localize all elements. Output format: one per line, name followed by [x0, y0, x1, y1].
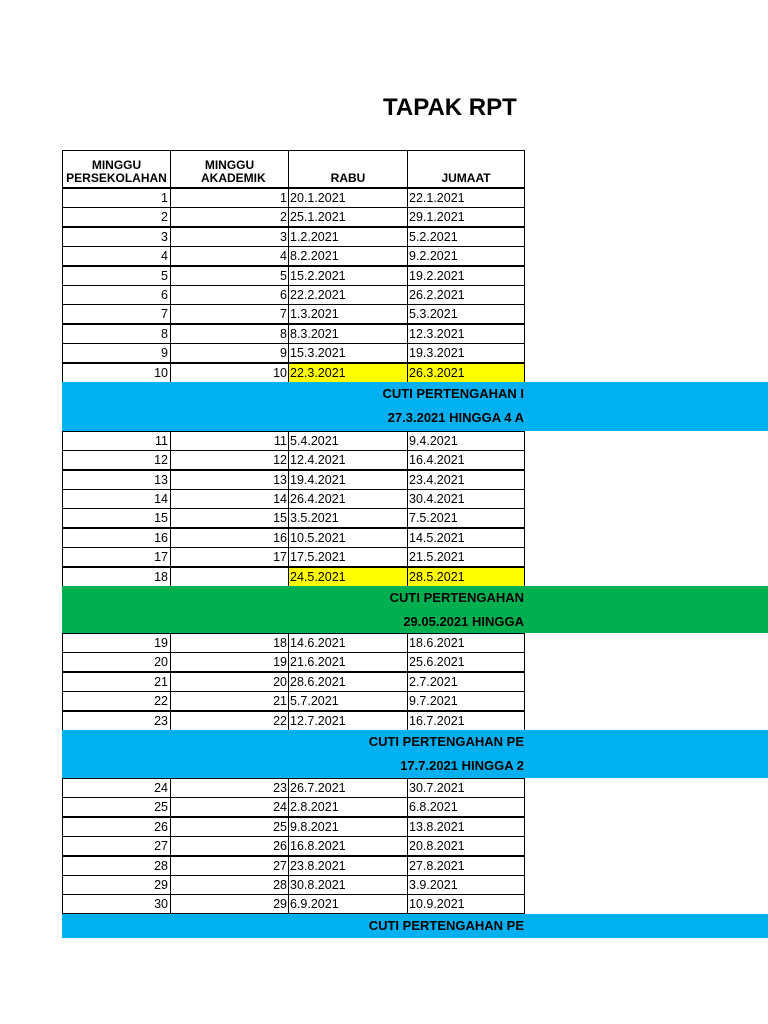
cell-minggu-akademik: [170, 567, 289, 587]
table-row: [62, 652, 768, 671]
cell-jumaat: 19.3.2021: [407, 343, 525, 363]
cell-minggu-akademik: 17: [170, 547, 289, 567]
table-row: [62, 778, 768, 797]
cell-rabu: 14.6.2021: [288, 633, 408, 653]
cell-rabu: 28.6.2021: [288, 672, 408, 692]
cell-minggu-persekolahan: 5: [62, 266, 171, 286]
table-row: [62, 470, 768, 489]
cell-minggu-persekolahan: 8: [62, 324, 171, 344]
holiday-band: [62, 914, 768, 938]
cell-minggu-akademik: 25: [170, 817, 289, 837]
cell-rabu: 17.5.2021: [288, 547, 408, 567]
cell-rabu: 24.5.2021: [288, 567, 408, 587]
cell-jumaat: 21.5.2021: [407, 547, 525, 567]
table-row: [62, 450, 768, 469]
cell-jumaat: 27.8.2021: [407, 856, 525, 876]
cell-minggu-persekolahan: 26: [62, 817, 171, 837]
cell-minggu-akademik: 22: [170, 711, 289, 731]
cell-jumaat: 9.2.2021: [407, 246, 525, 266]
cell-minggu-persekolahan: 14: [62, 489, 171, 509]
cell-jumaat: 22.1.2021: [407, 188, 525, 208]
table-row: [62, 285, 768, 304]
table-row: [62, 304, 768, 323]
cell-rabu: 26.7.2021: [288, 778, 408, 798]
cell-minggu-persekolahan: 11: [62, 431, 171, 451]
cell-minggu-akademik: 23: [170, 778, 289, 798]
cell-minggu-akademik: 14: [170, 489, 289, 509]
table-row: [62, 343, 768, 362]
table-row: [62, 836, 768, 855]
holiday-band-line2: 17.7.2021 HINGGA 2: [400, 757, 524, 773]
cell-jumaat: 10.9.2021: [407, 894, 525, 914]
cell-rabu: 19.4.2021: [288, 470, 408, 490]
cell-minggu-akademik: 4: [170, 246, 289, 266]
cell-rabu: 8.3.2021: [288, 324, 408, 344]
cell-jumaat: 5.2.2021: [407, 227, 525, 247]
table-row: [62, 691, 768, 710]
cell-minggu-akademik: 6: [170, 285, 289, 305]
cell-rabu: 2.8.2021: [288, 797, 408, 817]
table-row: [62, 856, 768, 875]
cell-minggu-persekolahan: 18: [62, 567, 171, 587]
cell-minggu-akademik: 13: [170, 470, 289, 490]
table-row: [62, 266, 768, 285]
cell-rabu: 22.3.2021: [288, 363, 408, 383]
cell-minggu-persekolahan: 22: [62, 691, 171, 711]
cell-minggu-persekolahan: 27: [62, 836, 171, 856]
holiday-band: [62, 586, 768, 633]
table-header: [62, 150, 768, 188]
cell-jumaat: 26.3.2021: [407, 363, 525, 383]
cell-rabu: 9.8.2021: [288, 817, 408, 837]
table-row: [62, 508, 768, 527]
cell-rabu: 15.2.2021: [288, 266, 408, 286]
cell-jumaat: 16.7.2021: [407, 711, 525, 731]
table-row: [62, 875, 768, 894]
header-minggu-persekolahan: MINGGU PERSEKOLAHAN: [62, 150, 171, 188]
cell-minggu-persekolahan: 25: [62, 797, 171, 817]
holiday-band-line2: 27.3.2021 HINGGA 4 A: [387, 410, 524, 426]
table-row: [62, 711, 768, 730]
cell-rabu: 25.1.2021: [288, 207, 408, 227]
cell-minggu-persekolahan: 6: [62, 285, 171, 305]
cell-rabu: 15.3.2021: [288, 343, 408, 363]
header-minggu-akademik: MINGGU AKADEMIK: [170, 150, 289, 188]
cell-rabu: 16.8.2021: [288, 836, 408, 856]
cell-jumaat: 9.7.2021: [407, 691, 525, 711]
cell-jumaat: 9.4.2021: [407, 431, 525, 451]
cell-minggu-akademik: 15: [170, 508, 289, 528]
cell-minggu-akademik: 21: [170, 691, 289, 711]
cell-jumaat: 6.8.2021: [407, 797, 525, 817]
cell-jumaat: 26.2.2021: [407, 285, 525, 305]
cell-jumaat: 7.5.2021: [407, 508, 525, 528]
cell-rabu: 3.5.2021: [288, 508, 408, 528]
cell-minggu-persekolahan: 28: [62, 856, 171, 876]
cell-jumaat: 3.9.2021: [407, 875, 525, 895]
table-row: [62, 363, 768, 382]
cell-jumaat: 29.1.2021: [407, 207, 525, 227]
cell-minggu-persekolahan: 29: [62, 875, 171, 895]
table-row: [62, 207, 768, 226]
cell-minggu-persekolahan: 17: [62, 547, 171, 567]
cell-minggu-persekolahan: 7: [62, 304, 171, 324]
cell-jumaat: 13.8.2021: [407, 817, 525, 837]
cell-minggu-akademik: 7: [170, 304, 289, 324]
holiday-band-line2: 29.05.2021 HINGGA: [403, 613, 524, 629]
cell-minggu-persekolahan: 2: [62, 207, 171, 227]
cell-minggu-akademik: 8: [170, 324, 289, 344]
cell-minggu-persekolahan: 19: [62, 633, 171, 653]
cell-minggu-akademik: 24: [170, 797, 289, 817]
table-row: [62, 817, 768, 836]
cell-jumaat: 30.7.2021: [407, 778, 525, 798]
holiday-band-line1: CUTI PERTENGAHAN PE: [368, 917, 524, 933]
holiday-band-line1: CUTI PERTENGAHAN: [389, 590, 524, 606]
cell-jumaat: 5.3.2021: [407, 304, 525, 324]
cell-jumaat: 2.7.2021: [407, 672, 525, 692]
cell-rabu: 12.4.2021: [288, 450, 408, 470]
holiday-band-line1: CUTI PERTENGAHAN PE: [368, 733, 524, 749]
cell-minggu-akademik: 5: [170, 266, 289, 286]
table-row: [62, 431, 768, 450]
cell-minggu-akademik: 3: [170, 227, 289, 247]
table-row: [62, 672, 768, 691]
holiday-band-line1: CUTI PERTENGAHAN I: [382, 385, 524, 401]
cell-minggu-persekolahan: 13: [62, 470, 171, 490]
cell-minggu-akademik: 2: [170, 207, 289, 227]
cell-rabu: 23.8.2021: [288, 856, 408, 876]
cell-jumaat: 14.5.2021: [407, 528, 525, 548]
cell-rabu: 5.7.2021: [288, 691, 408, 711]
cell-minggu-akademik: 9: [170, 343, 289, 363]
cell-rabu: 21.6.2021: [288, 652, 408, 672]
cell-minggu-persekolahan: 20: [62, 652, 171, 672]
cell-rabu: 20.1.2021: [288, 188, 408, 208]
cell-jumaat: 12.3.2021: [407, 324, 525, 344]
cell-jumaat: 25.6.2021: [407, 652, 525, 672]
header-rabu: RABU: [288, 150, 408, 188]
cell-minggu-persekolahan: 10: [62, 363, 171, 383]
table-row: [62, 188, 768, 207]
cell-rabu: 22.2.2021: [288, 285, 408, 305]
cell-minggu-akademik: 20: [170, 672, 289, 692]
holiday-band: [62, 730, 768, 778]
cell-minggu-persekolahan: 16: [62, 528, 171, 548]
cell-jumaat: 16.4.2021: [407, 450, 525, 470]
table-row: [62, 894, 768, 913]
table-row: [62, 528, 768, 547]
cell-rabu: 10.5.2021: [288, 528, 408, 548]
cell-minggu-akademik: 16: [170, 528, 289, 548]
cell-jumaat: 30.4.2021: [407, 489, 525, 509]
cell-minggu-persekolahan: 30: [62, 894, 171, 914]
table-row: [62, 489, 768, 508]
cell-minggu-akademik: 27: [170, 856, 289, 876]
rpt-table: [62, 150, 768, 938]
cell-minggu-persekolahan: 9: [62, 343, 171, 363]
table-row: [62, 227, 768, 246]
cell-minggu-persekolahan: 12: [62, 450, 171, 470]
cell-minggu-persekolahan: 15: [62, 508, 171, 528]
cell-minggu-akademik: 1: [170, 188, 289, 208]
cell-jumaat: 19.2.2021: [407, 266, 525, 286]
cell-rabu: 8.2.2021: [288, 246, 408, 266]
cell-minggu-akademik: 12: [170, 450, 289, 470]
cell-minggu-persekolahan: 23: [62, 711, 171, 731]
table-row: [62, 547, 768, 566]
cell-minggu-akademik: 29: [170, 894, 289, 914]
cell-minggu-akademik: 10: [170, 363, 289, 383]
table-row: [62, 633, 768, 652]
cell-rabu: 26.4.2021: [288, 489, 408, 509]
cell-minggu-akademik: 18: [170, 633, 289, 653]
table-row: [62, 246, 768, 265]
cell-minggu-akademik: 11: [170, 431, 289, 451]
table-row: [62, 797, 768, 816]
cell-jumaat: 18.6.2021: [407, 633, 525, 653]
table-row: [62, 324, 768, 343]
cell-minggu-persekolahan: 3: [62, 227, 171, 247]
page-title: TAPAK RPT: [383, 94, 517, 121]
cell-minggu-akademik: 28: [170, 875, 289, 895]
cell-rabu: 30.8.2021: [288, 875, 408, 895]
cell-minggu-persekolahan: 21: [62, 672, 171, 692]
cell-jumaat: 23.4.2021: [407, 470, 525, 490]
cell-minggu-akademik: 26: [170, 836, 289, 856]
table-row: [62, 567, 768, 586]
cell-minggu-akademik: 19: [170, 652, 289, 672]
cell-jumaat: 20.8.2021: [407, 836, 525, 856]
cell-rabu: 12.7.2021: [288, 711, 408, 731]
cell-rabu: 5.4.2021: [288, 431, 408, 451]
cell-jumaat: 28.5.2021: [407, 567, 525, 587]
cell-rabu: 6.9.2021: [288, 894, 408, 914]
table-body: [62, 188, 768, 938]
cell-minggu-persekolahan: 24: [62, 778, 171, 798]
header-jumaat: JUMAAT: [407, 150, 525, 188]
cell-rabu: 1.3.2021: [288, 304, 408, 324]
holiday-band: [62, 382, 768, 431]
cell-minggu-persekolahan: 4: [62, 246, 171, 266]
cell-minggu-persekolahan: 1: [62, 188, 171, 208]
cell-rabu: 1.2.2021: [288, 227, 408, 247]
